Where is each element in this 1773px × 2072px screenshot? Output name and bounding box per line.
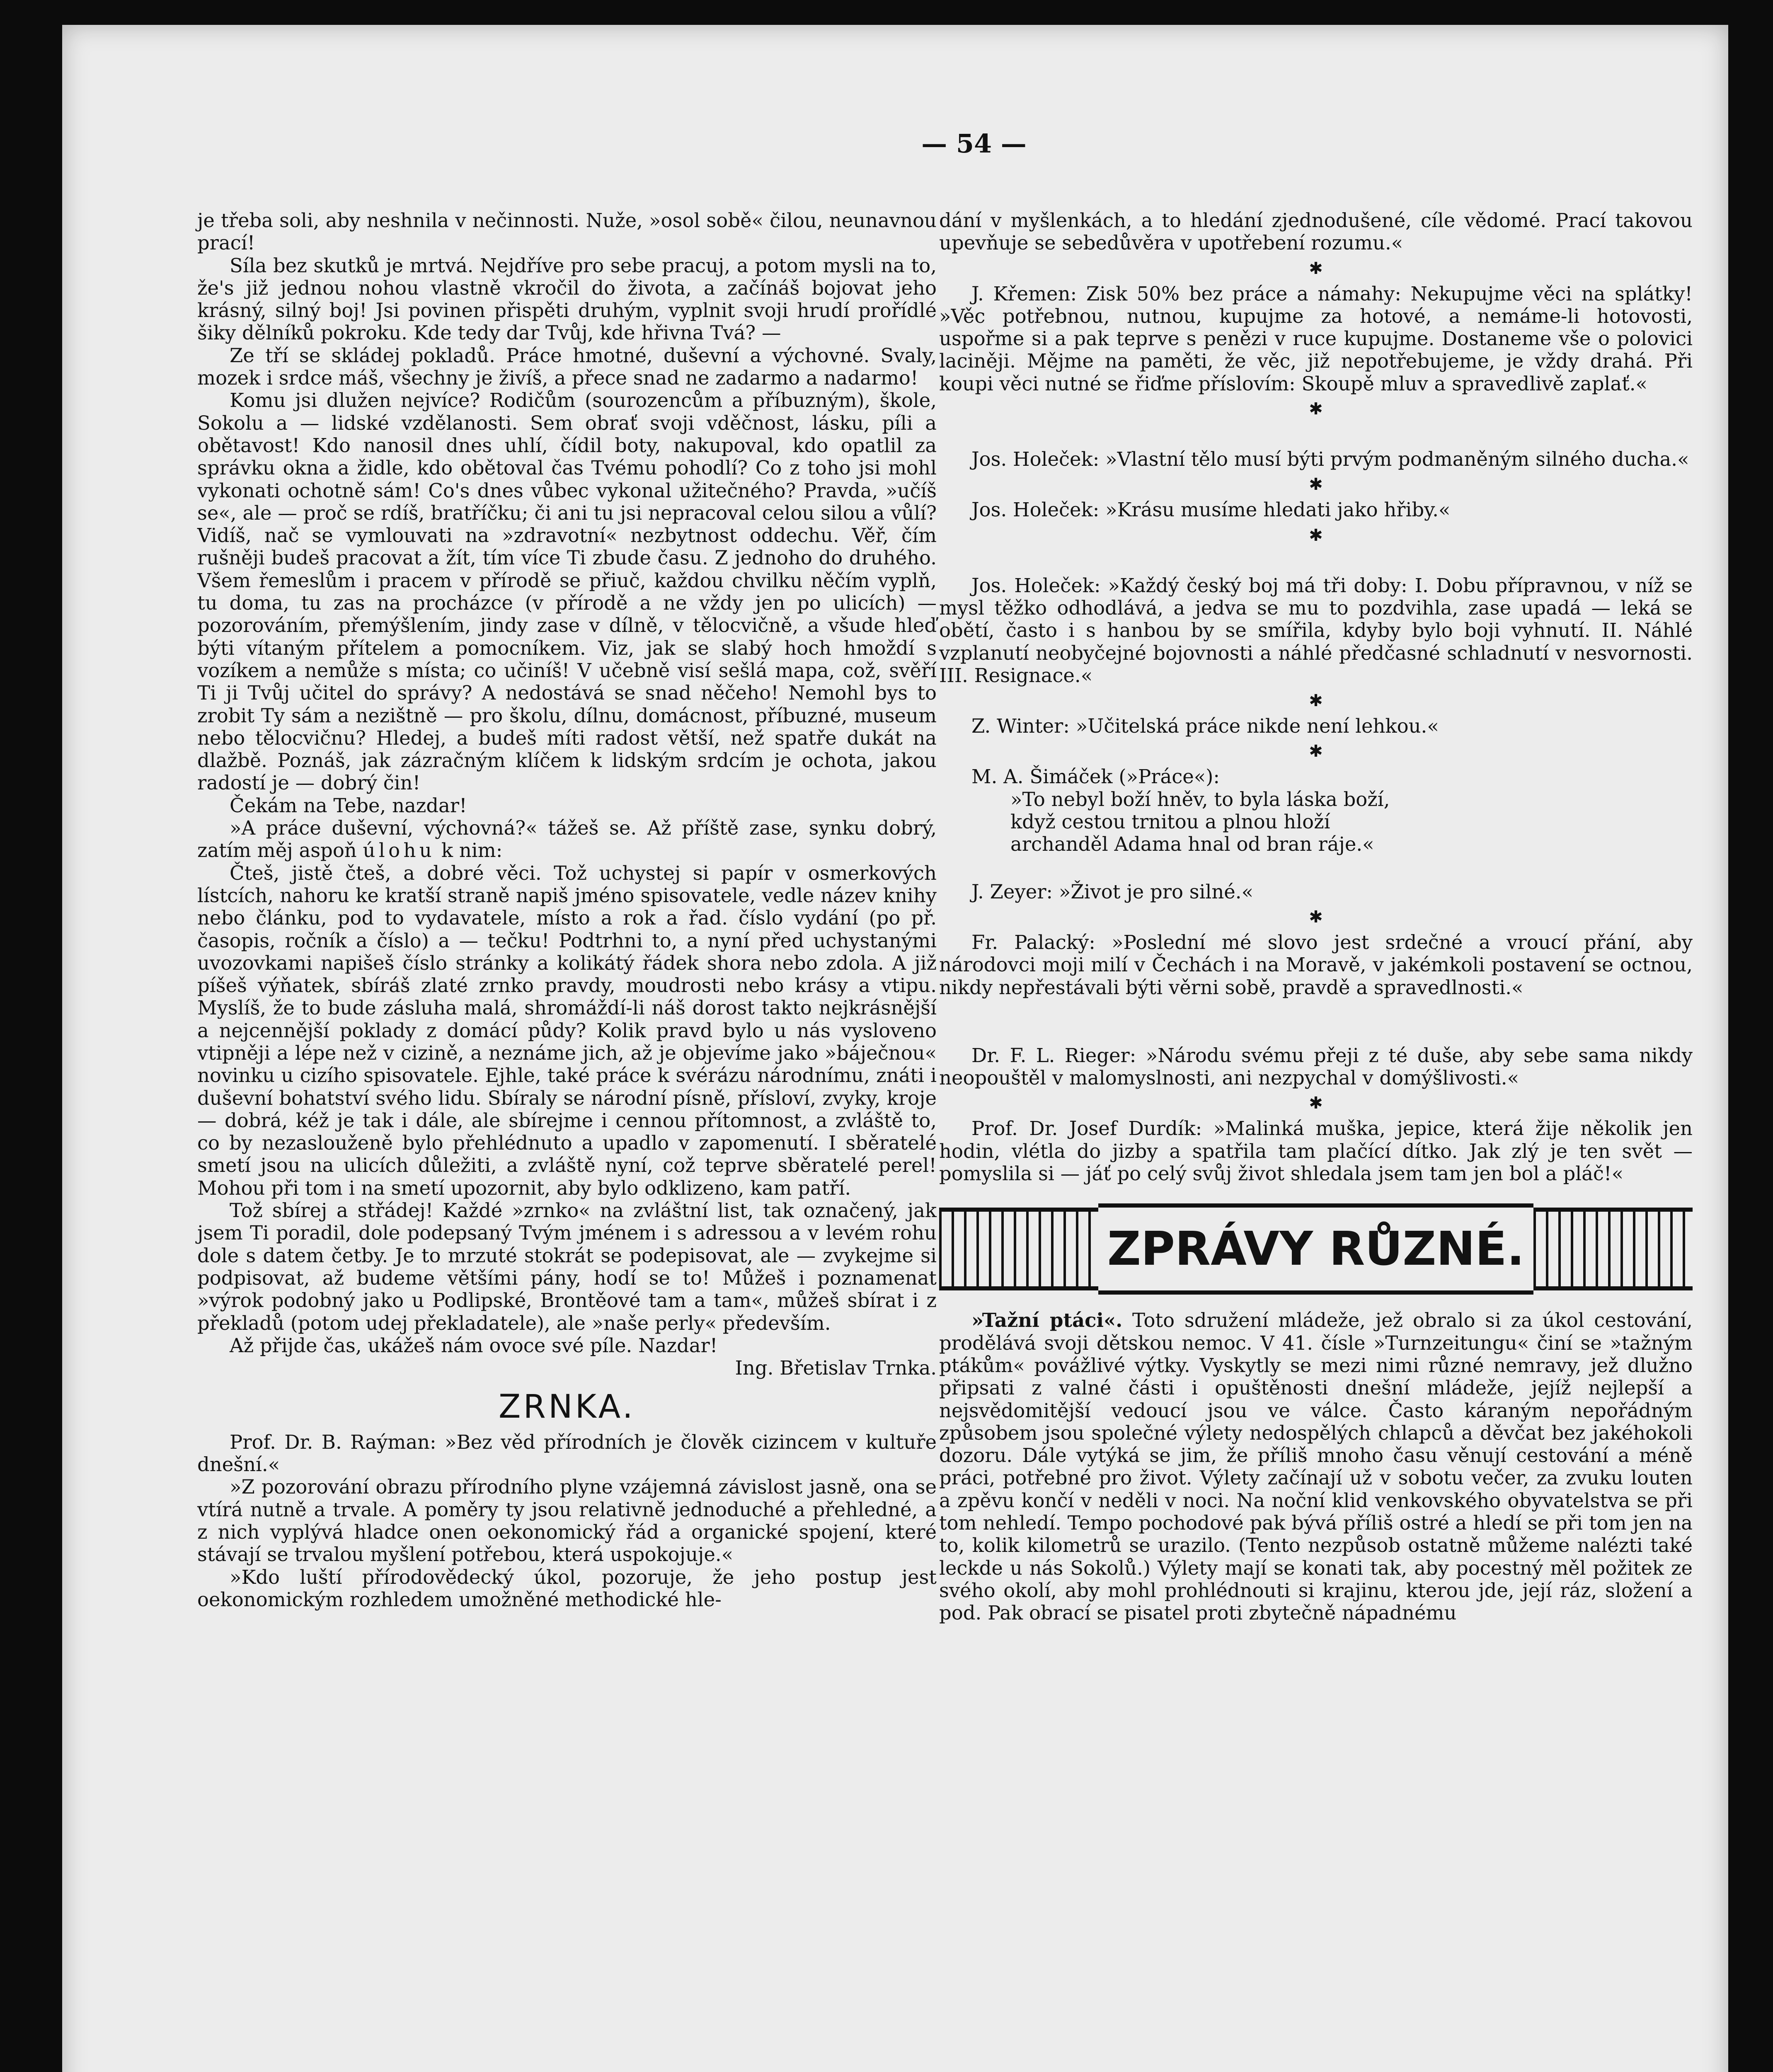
section-banner [939, 1205, 1693, 1293]
paragraph: Čekám na Tebe, nazdar! [230, 794, 467, 817]
section-title-zpravy: ZPRÁVY RŮZNÉ. [1098, 1203, 1534, 1295]
separator-star-icon: ✱ [1309, 1094, 1323, 1113]
ornament-icon [1533, 1208, 1693, 1290]
quote: Z. Winter: »Učitelská práce nikde není lehkou.« [971, 715, 1439, 738]
separator-star-icon: ✱ [1309, 525, 1323, 545]
right-column [939, 209, 1693, 1624]
news-paragraph [939, 1309, 1693, 1624]
quote: Prof. Dr. Josef Durdík: »Malinká muška, jepice, která žije několik jen hodin, vlétla do jizby a spatřila tam plačící dítko. Jak zlý je ten svět — pomyslila si — jáť po celý svůj život shledala jsem tam jen bol a pláč!« [939, 1117, 1693, 1185]
left-column [197, 209, 937, 1611]
paragraph-text: »A práce duševní, výchovná?« tážeš se. Až příště zase, synku dobrý, zatím měj aspoň [197, 817, 937, 862]
quote: Jos. Holeček: »Každý český boj má tři doby: I. Dobu přípravnou, v níž se mysl těžko odhodlává, a jedva se mu to pozdvihla, zase upadá — leká se obětí, často i s hanbou by se smířila, kdyby bylo boji vyhnutí. II. Náhlé vzplanutí neobyčejné bojovnosti a náhlé předčasné schladnutí v nesvornosti. III. Resignace.« [939, 574, 1693, 687]
quote: dání v myšlenkách, a to hledání zjednodušené, cíle vědomé. Prací takovou upevňuje se sebedůvěra v upotřebení rozumu.« [939, 209, 1693, 254]
paragraph: Čteš, jistě čteš, a dobré věci. Tož uchystej si papír v osmerkových lístcích, nahoru ke kratší straně napiš jméno spisovatele, vedle název knihy nebo článku, pod to vydavatele, místo a rok a řad. číslo vydání (po př. časopis, ročník a číslo) a — tečku! Podtrhni to, a nyní před uchystanými uvozovkami napišeš číslo stránky a kolikátý řádek shora nebo zdola. A již píšeš výňatek, sbíráš zlaté zrnko pravdy, moudrosti nebo krásy a vtipu. Myslíš, že to bude zásluha malá, shromáždí-li náš dorost takto nejkrásnější a nejcennější poklady z domácí půdy? Kolik pravd bylo u nás vysloveno vtipněji a lépe než v cizině, a neznáme jich, až je objevíme jako »báječnou« novinku u cizího spisovatele. Ejhle, také práce k svérázu národnímu, znáti i duševní bohatství svého lidu. Sbíraly se národní písně, přísloví, zvyky, kroje — dobrá, kéž je tak i dále, ale sbírejme i cennou přítomnost, a zvláště to, co by nezaslouženě bylo přehlédnuto a upadlo v zapomenutí. I sběratelé smetí jsou na ulicích důležiti, a zvláště nyní, což teprve sběratelé perel! Mohou při tom i na smetí upozornit, aby bylo odklizeno, kam patří. [197, 862, 937, 1199]
poem-line: »To nebyl boží hněv, to byla láska boží, [1010, 788, 1390, 811]
quote: »Kdo luští přírodovědecký úkol, pozoruje, že jeho postup jest oekonomickým rozhledem umožněné methodické hle- [197, 1566, 937, 1611]
paragraph [197, 817, 937, 862]
paragraph: je třeba soli, aby neshnila v nečinnosti. Nuže, »osol sobě« čilou, neunavnou prací! [197, 209, 937, 254]
paragraph: Tož sbírej a střádej! Každé »zrnko« na zvláštní list, tak označený, jak jsem Ti poradil, dole podepsaný Tvým jménem i s adressou a v levém rohu dole s datem četby. Je to mrzuté stokrát se podepisovat, ale — zvykejme si podpisovat, až budeme většími pány, hodí se to! Můžeš i poznamenat »výrok podobný jako u Podlipské, Brontěové tam a tam«, můžeš sbírat i z překladů (potom udej překladatele), ale »naše perly« především. [197, 1199, 937, 1334]
paragraph: Komu jsi dlužen nejvíce? Rodičům (sourozencům a příbuzným), škole, Sokolu a — lidské vzdělanosti. Sem obrať svoji vděčnost, lásku, píli a obětavost! Kdo nanosil dnes uhlí, čídil boty, nakupoval, kdo opatlil za správku okna a židle, kdo obětoval čas Tvému pohodlí? Co z toho jsi mohl vykonati ochotně sám! Co's dnes vůbec vykonal užitečného? Pravda, »učíš se«, ale — proč se rdíš, bratříčku; či ani tu jsi nepracoval celou silou a vůlí? Vidíš, nač se vymlouvati na »zdravotní« nezbytnost oddechu. Věř, čím rušněji budeš pracovat a žít, tím více Ti zbude času. Z jednoho do druhého. Všem řemeslům i pracem v přírodě se přiuč, každou chvilku něčím vyplň, tu doma, tu zas na procházce (v přírodě a ne vždy jen po ulicích) — pozorováním, přemýšlením, jindy zase v dílně, v tělocvičně, a všude hleď býti vítaným přítelem a pomocníkem. Viz, jak se slabý hoch hmoždí s vozíkem a nemůže s místa; co učiníš! V učebně visí sešlá mapa, což, svěří Ti ji Tvůj učitel do správy? A nedostává se snad něčeho! Nemohl bys to zrobit Ty sám a nezištně — pro školu, dílnu, domácnost, příbuzné, museum nebo tělocvičnu? Hledej, a budeš míti radost větší, než spatře dukát na dlažbě. Poznáš, jak zázračným klíčem k lidským srdcím je ochota, jakou radostí je — dobrý čin! [197, 389, 937, 794]
signature: Ing. Břetislav Trnka. [735, 1357, 937, 1380]
paragraph: Síla bez skutků je mrtvá. Nejdříve pro sebe pracuj, a potom mysli na to, že's již jednou nohou vlastně vkročil do života, a začínáš bojovat jeho krásný, silný boj! Jsi povinen přispěti druhým, vyplnit svoji hrudí prořídlé šiky dělníků pokroku. Kde tedy dar Tvůj, kde hřivna Tvá? — [197, 254, 937, 344]
section-title-zrnka: ZRNKA. [499, 1388, 635, 1426]
separator-star-icon: ✱ [1309, 907, 1323, 927]
separator-star-icon: ✱ [1309, 475, 1323, 494]
quote: Prof. Dr. B. Raýman: »Bez věd přírodních je člověk cizincem v kultuře dnešní.« [197, 1431, 937, 1476]
quote: Jos. Holeček: »Krásu musíme hledati jako hřiby.« [971, 499, 1451, 521]
quote: J. Křemen: Zisk 50% bez práce a námahy: Nekupujme věci na splátky! »Věc potřebnou, nutnou, kupujme za hotové, a nemáme-li hotovosti, uspořme si a pak teprve s penězi v ruce kupujme. Dostaneme vše o polovici laciněji. Mějme na paměti, že věc, již nepotřebujeme, je vždy drahá. Při koupi věci nutné se řiďme příslovím: Skoupě mluv a spravedlivě zaplať.« [939, 282, 1693, 395]
separator-star-icon: ✱ [1309, 259, 1323, 278]
news-text: Toto sdružení mládeže, jež obralo si za úkol cestování, prodělává svoji dětskou nemoc. V 41. čísle »Turnzeitungu« činí se »tažným ptákům« povážlivé výtky. Vyskytly se mezi nimi různé nemravy, jež dlužno připsati z valné části i opuštěnosti dnešní mládeže, jejíž nejlepší a nejsvědomitější vedoucí jsou ve válce. Často káraným nepořádným způsobem jsou společné výlety nedospělých chlapců a děvčat bez jakéhokoli dozoru. Dále vytýká se jim, že příliš mnoho času věnují cestování a méně práci, potřebné pro život. Výlety začínají už v sobotu večer, za zvuku louten a zpěvu končí v neděli v noci. Na noční klid venkovského obyvatelstva se při tom nehledí. Tempo pochodové pak bývá příliš ostré a hledí se při tom jen na to, kolik kilometrů se urazilo. (Tento nezpůsob ostatně můžeme nalézti také leckde u nás Sokolů.) Výlety mají se konati tak, aby pocestný měl požitek ze svého okolí, aby mohl prohlédnouti si krajinu, kterou jde, její ráz, složení a pod. Pak obrací se pisatel proti zbytečně nápadnému [939, 1309, 1693, 1624]
paragraph: Ze tří se skládej pokladů. Práce hmotné, duševní a výchovné. Svaly, mozek i srdce máš, všechny je živíš, a přece snad ne zadarmo a nadarmo! [197, 344, 937, 390]
quote: Fr. Palacký: »Poslední mé slovo jest srdečné a vroucí přání, aby národovci moji milí v Čechách i na Moravě, v jakémkoli postavení se octnou, nikdy nepřestávali býti věrni sobě, pravdě a spravedlnosti.« [939, 931, 1693, 999]
separator-star-icon: ✱ [1309, 399, 1323, 419]
separator-star-icon: ✱ [1309, 691, 1323, 711]
paragraph: Až přijde čas, ukážeš nám ovoce své píle. Nazdar! [230, 1334, 718, 1357]
newspaper-page [62, 25, 1728, 2072]
poem-line: když cestou trnitou a plnou hloží [1010, 811, 1330, 833]
paragraph-text: k nim: [435, 839, 503, 862]
quote: Jos. Holeček: »Vlastní tělo musí býti prvým podmaněným silného ducha.« [971, 448, 1689, 471]
quote: Dr. F. L. Rieger: »Národu svému přeji z té duše, aby sebe sama nikdy neopouštěl v malomyslnosti, ani nezpychal v domýšlivosti.« [939, 1044, 1693, 1089]
quote: J. Zeyer: »Život je pro silné.« [971, 880, 1254, 903]
emphasis: úlohu [363, 839, 436, 862]
ornament-icon [939, 1208, 1098, 1290]
separator-star-icon: ✱ [1309, 742, 1323, 761]
page-number: — 54 — [921, 128, 1027, 159]
poem [939, 788, 1693, 856]
poem-line: archanděl Adama hnal od bran ráje.« [1010, 833, 1374, 856]
quote-author: M. A. Šimáček (»Práce«): [971, 765, 1220, 788]
quote: »Z pozorování obrazu přírodního plyne vzájemná závislost jasně, ona se vtírá nutně a trvale. A poměry ty jsou relativně jednoduché a přehledné, a z nich vyplývá hladce onen oekonomický řád a organické spojení, které stávají se trvalou myšlení potřebou, která uspokojuje.« [197, 1476, 937, 1566]
news-lead: »Tažní ptáci«. [971, 1309, 1123, 1332]
